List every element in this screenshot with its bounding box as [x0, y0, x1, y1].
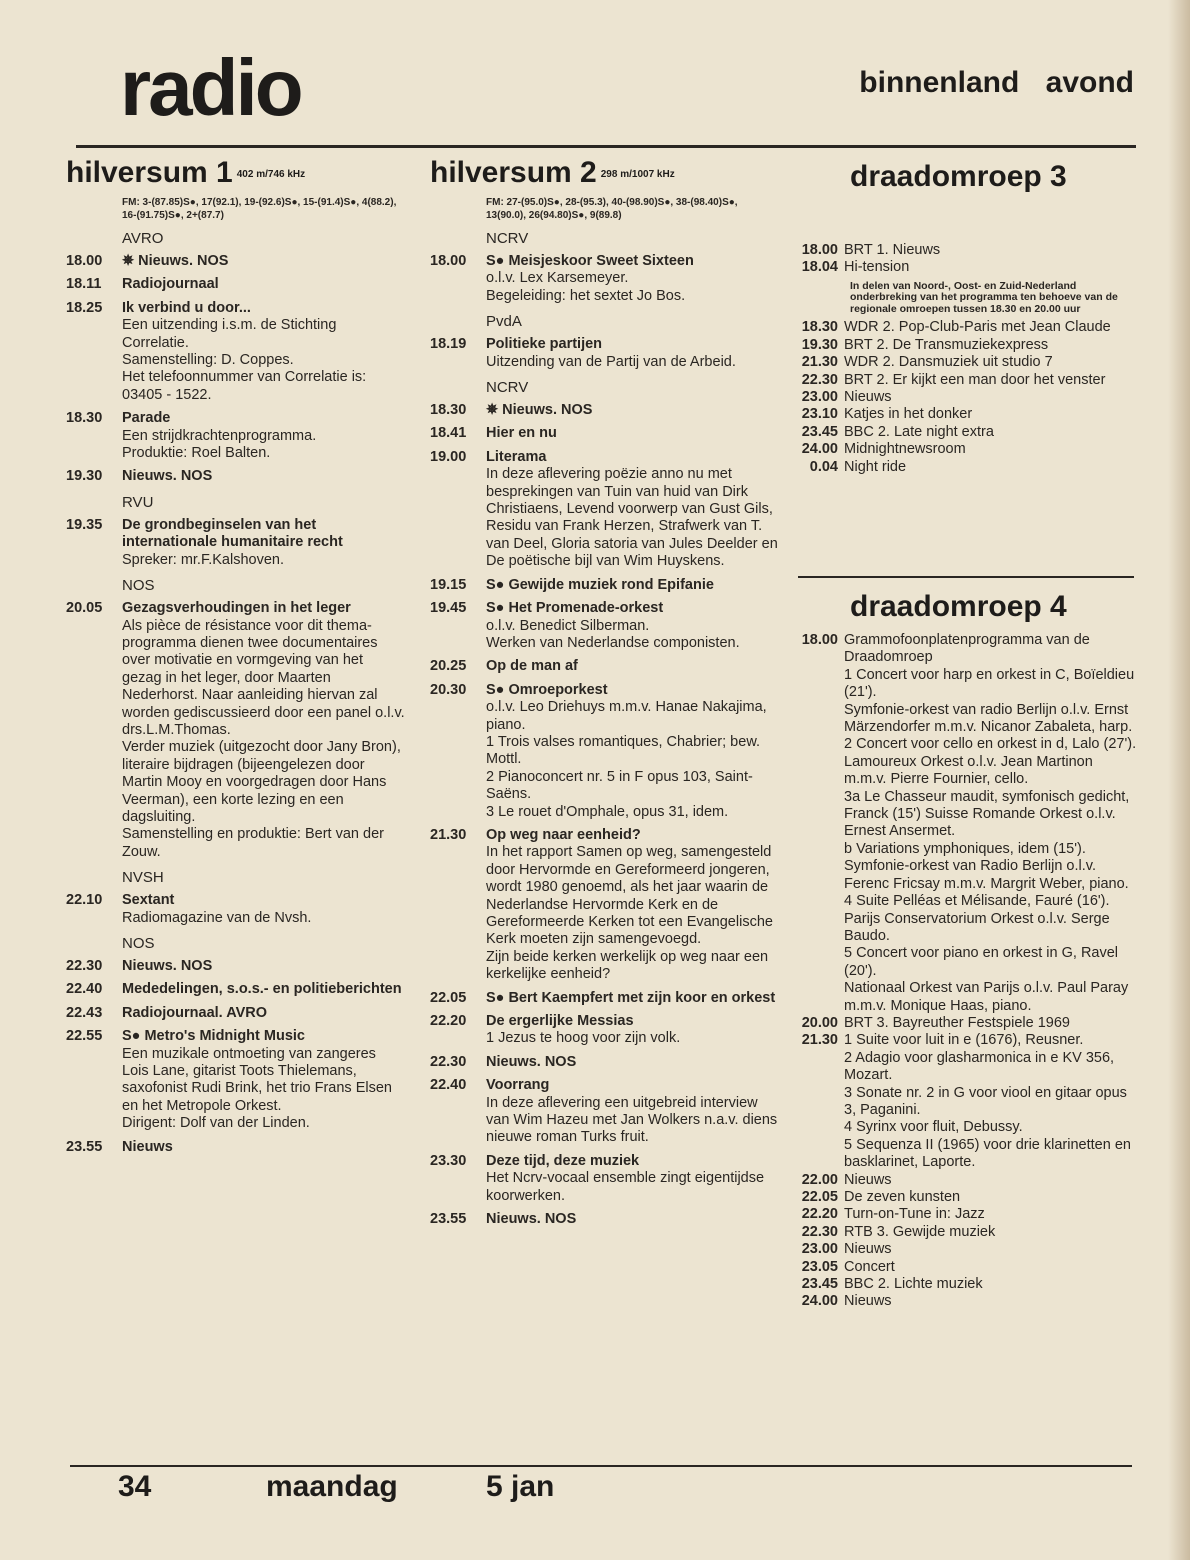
station-frequency: 298 m/1007 kHz: [600, 169, 675, 180]
programme-entry: [430, 1013, 780, 1048]
programme-description: Als pièce de résistance voor dit thema-programma dienen twee documentaires over motivatie en vormgeving van het gezag in het leger, door Maarten Nederhorst. Naar aanleiding hiervan zal worden gediscussieerd door een panel o.l.v. drs.L.M.Thomas. Verder muziek (uitgezocht door Jany Bron), literaire bijdragen (bijeengelezen door Martin Mooy en voorgedragen door Hans Veerman), een korte lezing en een dagsluiting. Samenstelling en produktie: Bert van der Zouw.: [122, 617, 405, 860]
section-part: avond: [1045, 66, 1134, 99]
programme-body: [486, 425, 780, 442]
programme-entry: [430, 1153, 780, 1205]
programme-time: 18.25: [66, 299, 103, 316]
schedule-text: Night ride: [844, 458, 907, 475]
programme-description: o.l.v. Lex Karsemeyer. Begeleiding: het sextet Jo Bos.: [486, 270, 686, 304]
programme-time: 22.55: [66, 1028, 103, 1045]
programme-body: [486, 253, 780, 305]
schedule-text: 1 Suite voor luit in e (1676), Reusner. 2 Adagio voor glasharmonica in e KV 356, Mozart. 3 Sonate nr. 2 in G voor viool en gitaar opus 3, Paganini. 4 Syrinx voor fluit, Debussy. 5 Sequenza II (1965) voor drie klarinetten en basklarinet, Laporte.: [844, 1032, 1131, 1171]
programme-body: [486, 658, 780, 675]
broadcaster-label: NCRV: [486, 230, 529, 247]
programme-time: 18.00: [430, 253, 467, 269]
schedule-time: 23.00: [801, 1241, 838, 1258]
schedule-entry: [792, 1206, 1137, 1223]
schedule-text: De zeven kunsten: [844, 1189, 961, 1205]
schedule-time: 22.05: [801, 1189, 838, 1205]
schedule-text: BRT 2. Er kijkt een man door het venster: [844, 371, 1106, 388]
schedule-time: 23.10: [801, 406, 838, 423]
section-label: binnenland: [859, 66, 1020, 99]
schedule-time: 0.04: [809, 458, 838, 475]
programme-entry: [430, 658, 780, 675]
page-number: 34: [118, 1470, 152, 1503]
programme-entry: [66, 1005, 406, 1022]
programme-entry: [66, 958, 406, 975]
schedule-entry: [792, 459, 1142, 476]
station-frequency: 402 m/746 kHz: [236, 169, 306, 180]
programme-entry: [430, 449, 780, 571]
programme-body: [122, 410, 406, 462]
footer-date: 5 jan: [486, 1470, 555, 1503]
programme-title: Hier en nu: [486, 425, 557, 442]
programme-title: Parade: [122, 410, 171, 427]
schedule-entry: [792, 424, 1142, 441]
programme-time: 18.11: [66, 276, 102, 293]
schedule-time: 22.30: [801, 1223, 838, 1240]
schedule-entry: [792, 1293, 1137, 1310]
schedule-time: 21.30: [801, 1032, 838, 1049]
schedule-time: 23.45: [801, 1276, 838, 1293]
schedule-entry: [792, 1172, 1137, 1189]
schedule-time: 22.20: [801, 1206, 838, 1223]
schedule-time: 18.00: [801, 242, 838, 258]
programme-description: Een muzikale ontmoeting van zangeres Lois Lane, gitarist Toots Thielemans, saxofonist Rudi Brink, het trio Frans Elsen en het Metropole Orkest. Dirigent: Dolf van der Linden.: [122, 1045, 392, 1132]
schedule-entry: [792, 632, 1137, 1015]
schedule-entry: [792, 406, 1142, 423]
schedule-entry: [792, 389, 1142, 406]
programme-title: Op weg naar eenheid?: [486, 826, 641, 843]
programme-list: [430, 230, 780, 1229]
programme-time: 22.40: [66, 981, 103, 998]
programme-time: 20.25: [430, 658, 467, 675]
programme-entry: [66, 253, 406, 270]
schedule-time: 24.00: [801, 1293, 838, 1310]
schedule-text: BRT 2. De Transmuziekexpress: [844, 336, 1049, 353]
schedule-time: 23.45: [801, 423, 838, 440]
bottom-rule: [70, 1465, 1132, 1467]
programme-body: [486, 1211, 780, 1228]
schedule-text: Nieuws: [844, 388, 892, 405]
programme-description: Spreker: mr.F.Kalshoven.: [122, 551, 284, 568]
programme-body: [486, 1054, 780, 1071]
schedule-time: 18.04: [801, 259, 838, 276]
programme-title: Mededelingen, s.o.s.- en politieberichten: [122, 981, 402, 998]
schedule-text: Concert: [844, 1258, 895, 1275]
programme-entry: [430, 402, 780, 419]
programme-description: Een uitzending i.s.m. de Stichting Correlatie. Samenstelling: D. Coppes. Het telefoonnummer van Correlatie is: 03405 - 1522.: [122, 317, 367, 403]
schedule-entry: [792, 372, 1142, 389]
programme-time: 22.30: [66, 958, 103, 974]
draadomroep3-column: [792, 156, 1142, 476]
programme-entry: [430, 1077, 780, 1147]
programme-time: 22.20: [430, 1013, 467, 1030]
programme-time: 19.45: [430, 600, 467, 617]
station-name: hilversum 2: [430, 156, 597, 189]
programme-time: 20.30: [430, 681, 467, 698]
programme-body: [486, 682, 780, 821]
schedule-text: Hi-tension: [844, 259, 910, 276]
page-title: radio: [120, 43, 301, 132]
programme-body: [122, 958, 406, 975]
schedule-time: 23.00: [801, 388, 838, 405]
programme-description: 1 Jezus te hoog voor zijn volk.: [486, 1030, 681, 1047]
schedule-text: RTB 3. Gewijde muziek: [844, 1223, 996, 1240]
programme-title: Gezagsverhoudingen in het leger: [122, 600, 351, 617]
programme-time: 18.00: [66, 253, 103, 269]
schedule-text: WDR 2. Pop-Club-Paris met Jean Claude: [844, 319, 1111, 336]
schedule-entry: [792, 1276, 1137, 1293]
programme-entry: [430, 600, 780, 652]
programme-body: [486, 600, 780, 652]
broadcaster-label: AVRO: [122, 230, 164, 247]
programme-body: [122, 1028, 406, 1132]
schedule-text: BBC 2. Lichte muziek: [844, 1276, 983, 1293]
programme-body: [486, 1013, 780, 1048]
draadomroep4-rule: [798, 576, 1134, 578]
programme-description: Radiomagazine van de Nvsh.: [122, 909, 312, 926]
schedule-text: Nieuws: [844, 1293, 892, 1310]
programme-entry: [430, 827, 780, 984]
schedule-entry: [792, 1032, 1137, 1171]
programme-entry: [430, 990, 780, 1007]
schedule-time: 18.30: [801, 319, 838, 336]
programme-entry: [66, 892, 406, 927]
programme-entry: [66, 300, 406, 404]
programme-entry: [66, 1028, 406, 1132]
programme-entry: [66, 981, 406, 998]
station-name: draadomroep 4: [850, 590, 1067, 623]
schedule-time: 22.00: [801, 1171, 838, 1188]
programme-time: 22.10: [66, 892, 103, 909]
programme-title: Deze tijd, deze muziek: [486, 1152, 640, 1169]
programme-body: [122, 276, 406, 293]
schedule-entry: [792, 1259, 1137, 1276]
schedule-entry: [792, 441, 1142, 458]
schedule-entry: [792, 259, 1142, 276]
schedule-text: BBC 2. Late night extra: [844, 423, 994, 440]
programme-time: 23.55: [66, 1138, 103, 1155]
schedule-entry: [792, 1241, 1137, 1258]
schedule-entry: [792, 242, 1142, 259]
programme-title: ✵ Nieuws. NOS: [122, 253, 229, 269]
programme-body: [122, 517, 406, 569]
programme-time: 19.30: [66, 468, 103, 485]
programme-entry: [430, 336, 780, 371]
schedule-time: 18.00: [801, 632, 838, 648]
programme-entry: [430, 577, 780, 594]
draadomroep4-list: [792, 632, 1137, 1311]
regional-note: In delen van Noord-, Oost- en Zuid-Nederland onderbreking van het programma ten behoeve van de regionale omroepen tussen 18.30 en 20.00 uur: [850, 279, 1118, 315]
programme-body: [486, 1153, 780, 1205]
programme-title: ✵ Nieuws. NOS: [486, 402, 593, 419]
schedule-time: 24.00: [801, 441, 838, 458]
programme-entry: [430, 253, 780, 305]
broadcaster-label: NOS: [122, 935, 155, 952]
programme-description: o.l.v. Leo Driehuys m.m.v. Hanae Nakajima, piano. 1 Trois valses romantiques, Chabrier; bew. Mottl. 2 Pianoconcert nr. 5 in F opus 103, Saint-Saëns. 3 Le rouet d'Omphale, opus 31, idem.: [486, 699, 767, 820]
fm-frequencies: FM: 27-(95.0)S●, 28-(95.3), 40-(98.90)S●, 38-(98.40)S●, 13(90.0), 26(94.80)S●, 9(89.8): [486, 197, 738, 221]
programme-list: [66, 230, 406, 1156]
paper-edge: [1168, 0, 1190, 1560]
programme-title: Politieke partijen: [486, 336, 603, 353]
programme-title: Nieuws. NOS: [486, 1211, 577, 1228]
programme-body: [486, 827, 780, 984]
programme-body: [486, 336, 780, 371]
programme-body: [122, 468, 406, 485]
programme-title: Nieuws. NOS: [486, 1053, 577, 1070]
schedule-entry: [792, 1224, 1137, 1241]
schedule-time: 19.30: [801, 336, 838, 353]
broadcaster-label: PvdA: [486, 313, 522, 331]
schedule-entry: [792, 1189, 1137, 1206]
schedule-text: Katjes in het donker: [844, 406, 973, 423]
programme-title: Op de man af: [486, 658, 578, 675]
top-rule: [76, 145, 1136, 148]
draadomroep3-list-b: [792, 319, 1142, 476]
programme-body: [122, 600, 406, 861]
station-heading: [430, 156, 780, 190]
programme-body: [122, 253, 406, 270]
hilversum1-column: [66, 156, 406, 1156]
footer-day: maandag: [266, 1470, 398, 1503]
station-name: hilversum 1: [66, 156, 233, 189]
programme-title: Ik verbind u door...: [122, 299, 251, 316]
hilversum2-column: [430, 156, 780, 1229]
programme-time: 21.30: [430, 826, 467, 843]
programme-entry: [66, 1139, 406, 1156]
programme-entry: [66, 600, 406, 861]
programme-entry: [430, 1211, 780, 1228]
programme-description: Een strijdkrachtenprogramma. Produktie: Roel Balten.: [122, 427, 317, 462]
broadcaster-label: NOS: [122, 577, 155, 595]
programme-time: 23.30: [430, 1152, 467, 1169]
schedule-text: BRT 3. Bayreuther Festspiele 1969: [844, 1014, 1070, 1031]
section-heading: [841, 66, 1134, 100]
programme-title: Radiojournaal: [122, 276, 219, 293]
schedule-time: 21.30: [801, 354, 838, 371]
schedule-text: Grammofoonplatenprogramma van de Draadomroep 1 Concert voor harp en orkest in C, Boïeldieu (21'). Symfonie-orkest van radio Berlijn o.l.v. Ernst Märzendorfer m.m.v. Nicanor Zabaleta, harp. 2 Concert voor cello en orkest in d, Lalo (27'). Lamoureux Orkest o.l.v. Jean Martinon m.m.v. Pierre Fournier, cello. 3a Le Chasseur maudit, symfonisch gedicht, Franck (15') Suisse Romande Orkest o.l.v. Ernest Ansermet. b Variations ymphoniques, idem (15'). Symfonie-orkest van Radio Berlijn o.l.v. Ferenc Fricsay m.m.v. Margrit Weber, piano. 4 Suite Pelléas et Mélisande, Fauré (16'). Parijs Conservatorium Orkest o.l.v. Serge Baudo. 5 Concert voor piano en orkest in G, Ravel (20'). Nationaal Orkest van Parijs o.l.v. Paul Paray m.m.v. Monique Haas, piano.: [844, 632, 1137, 1014]
programme-time: 18.19: [430, 336, 467, 353]
programme-title: De grondbeginselen van het internationale humanitaire recht: [122, 516, 343, 551]
programme-body: [486, 577, 780, 594]
broadcaster-label: RVU: [122, 493, 154, 511]
programme-title: S● Metro's Midnight Music: [122, 1028, 305, 1045]
programme-entry: [430, 1054, 780, 1071]
schedule-time: 20.00: [801, 1014, 838, 1031]
programme-time: 22.05: [430, 989, 467, 1006]
programme-time: 18.30: [66, 410, 103, 427]
programme-body: [122, 300, 406, 404]
programme-entry: [66, 468, 406, 485]
programme-time: 19.35: [66, 516, 103, 533]
programme-description: In het rapport Samen op weg, samengesteld door Hervormde en Gereformeerd jongeren, wordt 1980 genoemd, als het jaar waarin de Nederlandse Hervormde Kerk en de Gereformeerde Kerken tot een Evangelische Kerk moeten zijn samengevoegd. Zijn beide kerken werkelijk op weg naar een kerkelijke eenheid?: [486, 844, 773, 983]
schedule-text: WDR 2. Dansmuziek uit studio 7: [844, 354, 1053, 371]
station-heading: [66, 156, 406, 190]
programme-entry: [66, 276, 406, 293]
programme-title: Voorrang: [486, 1077, 550, 1094]
programme-time: 18.30: [430, 402, 467, 419]
station-name: draadomroep 3: [850, 160, 1067, 193]
programme-description: In deze aflevering een uitgebreid interview van Wim Hazeu met Jan Wolkers n.a.v. diens nieuwe roman Turks fruit.: [486, 1094, 778, 1146]
programme-entry: [430, 682, 780, 821]
programme-description: In deze aflevering poëzie anno nu met besprekingen van Tuin van huid van Dirk Christiaens, Levend voorwerp van Gust Gils, Residu van Frank Herzen, Strafwerk van T. van Deel, Gloria satoria van Jules Deelder en De poëtische bijl van Wim Huyskens.: [486, 466, 778, 570]
schedule-text: Nieuws: [844, 1241, 892, 1258]
programme-entry: [66, 410, 406, 462]
programme-body: [486, 990, 780, 1007]
schedule-text: BRT 1. Nieuws: [844, 242, 941, 258]
programme-title: Nieuws. NOS: [122, 468, 213, 485]
programme-time: 20.05: [66, 600, 103, 617]
programme-time: 22.30: [430, 1053, 467, 1070]
programme-time: 22.43: [66, 1004, 103, 1021]
programme-time: 22.40: [430, 1077, 467, 1094]
programme-body: [122, 1005, 406, 1022]
programme-title: S● Het Promenade-orkest: [486, 600, 664, 617]
programme-time: 19.15: [430, 576, 467, 593]
programme-body: [486, 402, 780, 419]
draadomroep3-list-a: [792, 242, 1142, 277]
programme-title: S● Omroeporkest: [486, 681, 608, 698]
programme-body: [486, 1077, 780, 1147]
fm-frequencies: FM: 3-(87.85)S●, 17(92.1), 19-(92.6)S●, 15-(91.4)S●, 4(88.2), 16-(91.75)S●, 2+(87.7): [122, 197, 397, 221]
schedule-entry: [792, 337, 1142, 354]
schedule-entry: [792, 319, 1142, 336]
schedule-text: Midnightnewsroom: [844, 441, 966, 458]
programme-entry: [430, 425, 780, 442]
broadcaster-label: NCRV: [486, 379, 529, 397]
programme-time: 23.55: [430, 1211, 467, 1228]
schedule-entry: [792, 354, 1142, 371]
schedule-text: Turn-on-Tune in: Jazz: [844, 1206, 985, 1223]
programme-description: Uitzending van de Partij van de Arbeid.: [486, 353, 736, 370]
programme-body: [122, 1139, 406, 1156]
schedule-text: Nieuws: [844, 1171, 892, 1188]
programme-body: [122, 892, 406, 927]
schedule-time: 22.30: [801, 371, 838, 388]
programme-title: Nieuws: [122, 1138, 173, 1155]
draadomroep4-column: [792, 590, 1137, 1311]
programme-description: o.l.v. Benedict Silberman. Werken van Nederlandse componisten.: [486, 617, 740, 651]
programme-entry: [66, 517, 406, 569]
programme-title: S● Meisjeskoor Sweet Sixteen: [486, 253, 694, 269]
programme-title: Radiojournaal. AVRO: [122, 1004, 268, 1021]
schedule-time: 23.05: [801, 1258, 838, 1275]
broadcaster-label: NVSH: [122, 869, 164, 887]
programme-description: Het Ncrv-vocaal ensemble zingt eigentijdse koorwerken.: [486, 1170, 765, 1204]
programme-title: Sextant: [122, 892, 175, 909]
schedule-entry: [792, 1015, 1137, 1032]
programme-title: De ergerlijke Messias: [486, 1013, 634, 1030]
programme-title: S● Gewijde muziek rond Epifanie: [486, 576, 714, 593]
programme-body: [122, 981, 406, 998]
programme-title: Nieuws. NOS: [122, 958, 213, 974]
programme-title: Literama: [486, 448, 547, 465]
programme-title: S● Bert Kaempfert met zijn koor en orkest: [486, 989, 776, 1006]
programme-body: [486, 449, 780, 571]
programme-time: 18.41: [430, 425, 467, 442]
programme-time: 19.00: [430, 448, 467, 465]
